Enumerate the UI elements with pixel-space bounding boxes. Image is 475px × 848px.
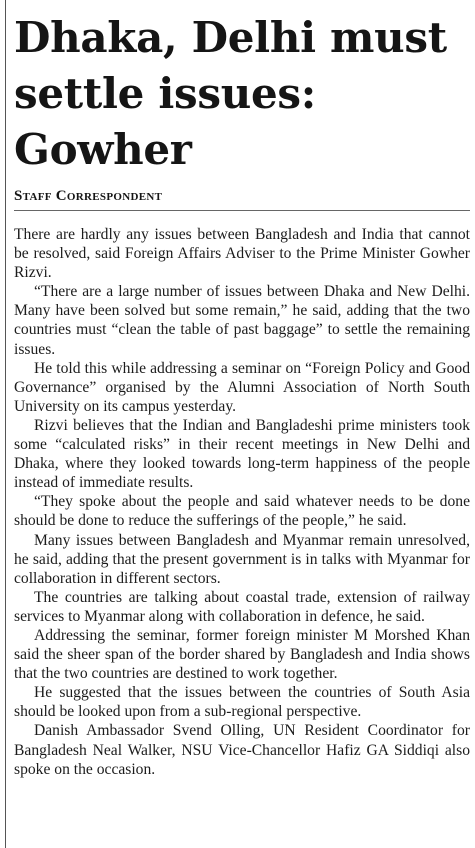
paragraph: “There are a large number of issues between Dhaka and New Delhi. Many have been solved but some remain,” he said, adding that the two countries must “clean the table of past baggage” to settle the remaining issues.: [14, 283, 470, 358]
column-rule: [5, 0, 6, 848]
paragraph: Rizvi believes that the Indian and Bangladeshi prime ministers took some “calculated risks” in their recent meetings in New Delhi and Dhaka, where they looked towards long-term happiness of the people instead of immediate results.: [14, 416, 470, 492]
paragraph: Many issues between Bangladesh and Myanmar remain unresolved, he said, adding that the present government is in talks with Myanmar for collaboration in different sectors.: [14, 531, 470, 587]
paragraph: Danish Ambassador Svend Olling, UN Resident Coordinator for Bangladesh Neal Walker, NSU Vice-Chancellor Hafiz GA Siddiqi also spoke on the occasion.: [14, 722, 470, 778]
headline-line-2: settle issues: Gowher: [14, 69, 316, 174]
paragraph: The countries are talking about coastal trade, extension of railway services to Myanmar along with collaboration in defence, he said.: [14, 588, 470, 625]
byline: Staff Correspondent: [14, 188, 163, 204]
paragraph: Addressing the seminar, former foreign minister M Morshed Khan said the sheer span of the border shared by Bangladesh and India shows that the two countries are destined to work together.: [14, 626, 470, 683]
paragraph: There are hardly any issues between Bangladesh and India that cannot be resolved, said Foreign Affairs Adviser to the Prime Minister Gowher Rizvi.: [14, 226, 470, 282]
headline-line-1: Dhaka, Delhi must: [14, 13, 447, 62]
paragraph: He suggested that the issues between the countries of South Asia should be looked upon from a sub-regional perspective.: [14, 684, 470, 721]
news-article: [14, 10, 470, 779]
paragraph: “They spoke about the people and said whatever needs to be done should be done to reduce the sufferings of the people,” he said.: [14, 493, 470, 530]
byline-divider: [14, 210, 470, 211]
paragraph: He told this while addressing a seminar on “Foreign Policy and Good Governance” organised by the Alumni Association of North South University on its campus yesterday.: [14, 359, 470, 415]
headline: [14, 10, 470, 178]
article-body: [14, 225, 470, 779]
